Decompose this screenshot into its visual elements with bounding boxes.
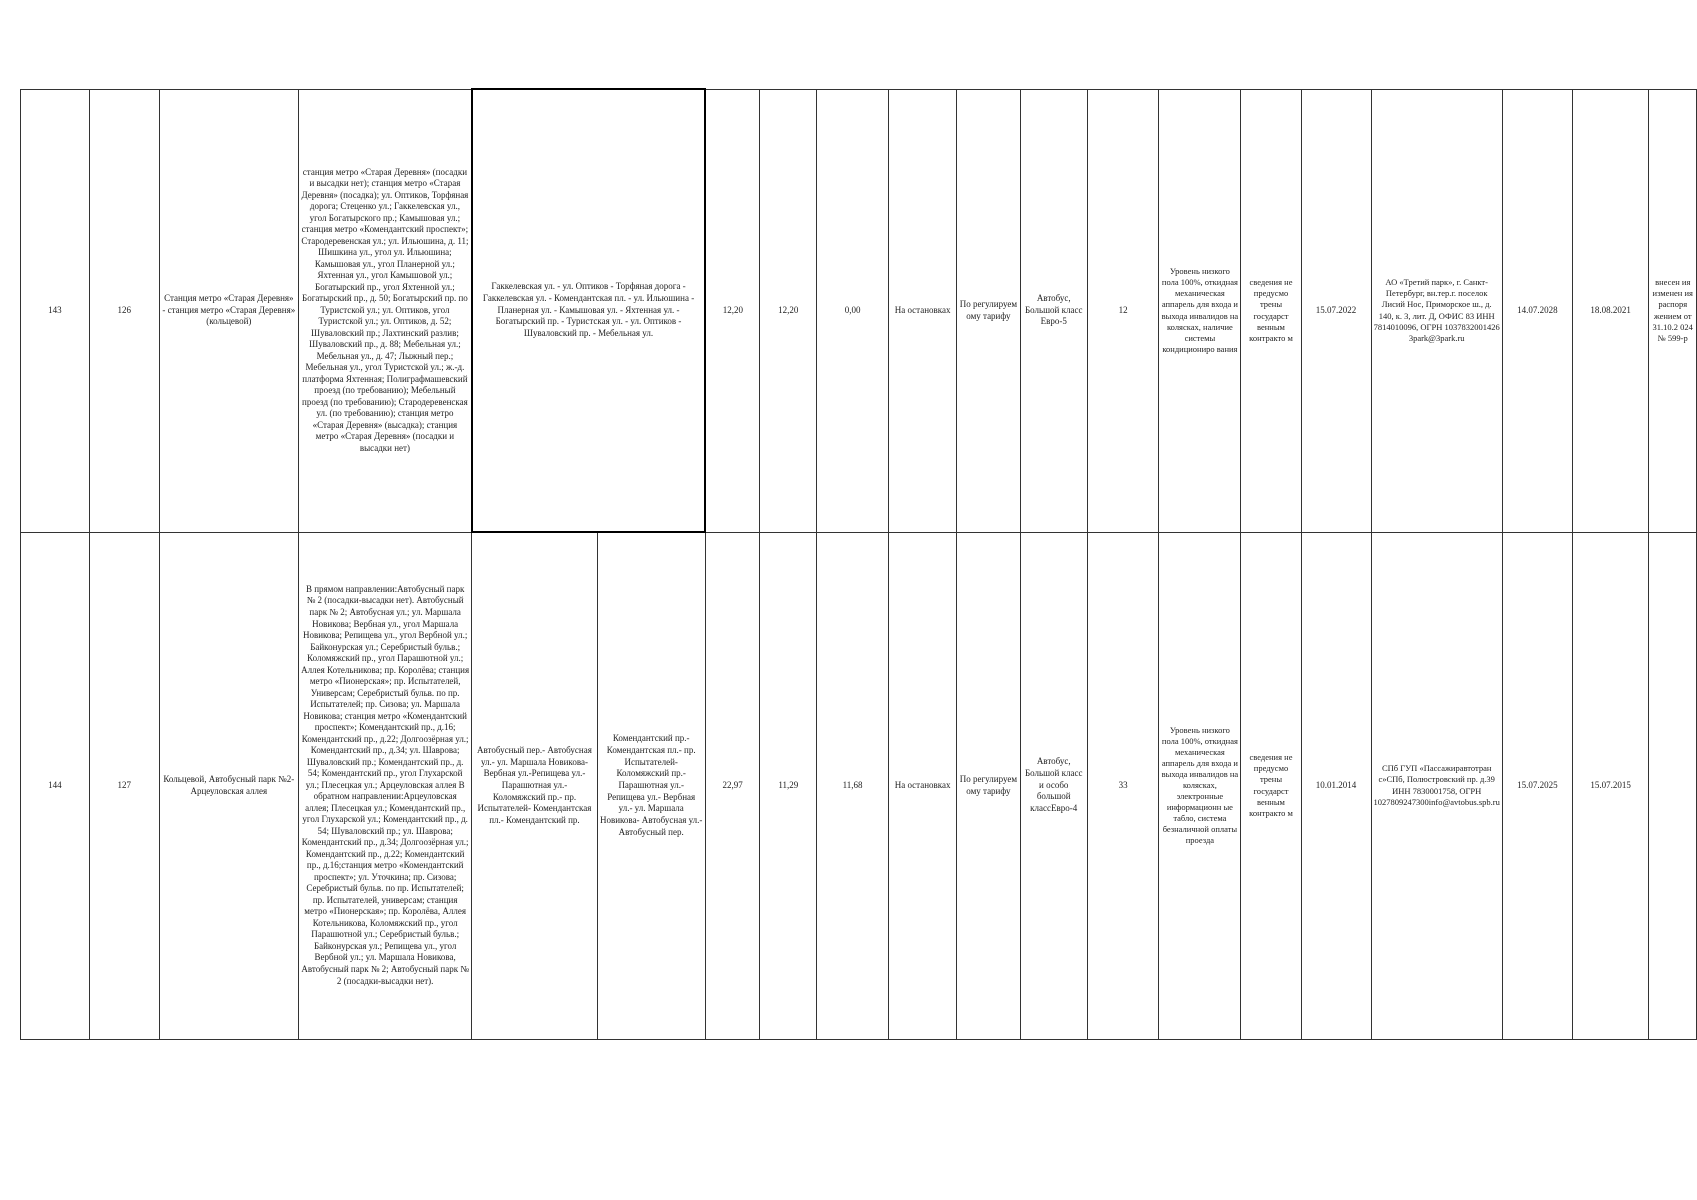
contract-cell: сведения не предусмо трены государст венным контракто м [1241, 89, 1301, 532]
end-date-cell: 15.07.2025 [1502, 532, 1572, 1039]
table-row [21, 532, 1697, 1039]
note-cell [1649, 532, 1697, 1039]
stops-cell: станция метро «Старая Деревня» (посадки и высадки нет); станция метро «Старая Деревня» (посадка); ул. Оптиков, Торфяная дорога; Стеценко ул.; Гаккелевская ул., угол Богатырского пр.; Камышовая ул.; станция метро «Комендантский проспект»; Стародеревенская ул.; ул. Ильюшина, д. 11; Шишкина ул., угол ул. Ильюшина; Камышовая ул., угол Планерной ул.; Яхтенная ул., угол Камышовой ул.; Богатырский пр., угол Яхтенной ул.; Богатырский пр., д. 50; Богатырский пр. по Туристской ул.; ул. Оптиков, угол Туристской ул.; ул. Оптиков, д. 52; Шуваловский пр.; Лахтинский разлив; Шуваловский пр., д. 88; Мебельная ул.; Мебельная ул., д. 47; Лыжный пер.; Мебельная ул., угол Туристской ул.; ж.-д. платформа Яхтенная; Полиграфмашевский проезд (по требованию); Мебельный проезд (по требованию); Стародеревенская ул. (по требованию); станция метро «Старая Деревня» (высадка); станция метро «Старая Деревня» (посадки и высадки нет) [299, 89, 472, 532]
entry-date-cell: 15.07.2015 [1572, 532, 1649, 1039]
vehicle-cell: Автобус, Большой класс и особо большой классЕвро-4 [1020, 532, 1087, 1039]
start-date-cell: 15.07.2022 [1301, 89, 1371, 532]
features-cell: Уровень низкого пола 100%, откидная механическая аппарель для входа и выхода инвалидов на колясках, электронные информационн ые табло, система безналичной оплаты проезда [1159, 532, 1241, 1039]
length-backward-cell: 0,00 [817, 89, 889, 532]
route-number-cell: 127 [89, 532, 159, 1039]
length-backward-cell: 11,68 [817, 532, 889, 1039]
table-row [21, 89, 1697, 532]
reg-number-cell: 143 [21, 89, 90, 532]
carrier-cell: СПб ГУП «Пассажиравтотран с»СПб, Полюстровский пр. д.39 ИНН 7830001758, ОГРН 1027809247300info@avtobus.spb.ru [1371, 532, 1502, 1039]
reg-number-cell: 144 [21, 532, 90, 1039]
contract-cell: сведения не предусмо трены государст венным контракто м [1241, 532, 1301, 1039]
route-registry-table [20, 88, 1697, 1040]
stop-order-cell: На остановках [889, 89, 957, 532]
carrier-cell: АО «Третий парк», г. Санкт-Петербург, вн.тер.г. поселок Лисий Нос, Приморское ш., д. 140, к. 3, лит. Д, ОФИС 83 ИНН 7814010096, ОГРН 1037832001426 3park@3park.ru [1371, 89, 1502, 532]
vehicle-cell: Автобус, Большой класс Евро-5 [1020, 89, 1087, 532]
tariff-cell: По регулируем ому тарифу [957, 89, 1020, 532]
route-name-cell: Станция метро «Старая Деревня» - станция метро «Старая Деревня» (кольцевой) [159, 89, 298, 532]
path-cell: Гаккелевская ул. - ул. Оптиков - Торфяная дорога - Гаккелевская ул. - Комендантская пл. - ул. Ильюшина - Планерная ул. - Камышовая ул. - Яхтенная ул. - Богатырский пр. - Туристская ул. - ул. Оптиков - Шуваловский пр. - Мебельная ул. [472, 89, 705, 532]
path-forward-cell: Автобусный пер.- Автобусная ул.- ул. Маршала Новикова- Вербная ул.-Репищева ул.- Парашютная ул.- Коломяжский пр.- пр. Испытателей- Комендантская пл.- Комендантский пр. [472, 532, 597, 1039]
length-total-cell: 22,97 [705, 532, 760, 1039]
stops-cell: В прямом направлении:Автобусный парк № 2 (посадки-высадки нет). Автобусный парк № 2; Автобусная ул.; ул. Маршала Новикова; Вербная ул., угол Маршала Новикова; Репищева ул., угол Вербной ул.; Байконурская ул.; Серебристый бульв.; Коломяжский пр., угол Парашютной ул.; Аллея Котельникова; пр. Королёва; станция метро «Пионерская»; пр. Испытателей, Универсам; Серебристый бульв. по пр. Испытателей; пр. Сизова; ул. Маршала Новикова; станция метро «Комендантский проспект»; Комендантский пр., д.16; Комендантский пр., д.22; Долгоозёрная ул.; Комендантский пр., д.34; ул. Шаврова; Шуваловский пр.; Комендантский пр., д. 54; Комендантский пр., угол Глухарской ул.; Плесецкая ул.; Арцеуловская аллея В обратном направлении:Арцеуловская аллея; Плесецкая ул.; Комендантский пр., угол Глухарской ул.; Комендантский пр., д. 54; Шуваловский пр.; ул. Шаврова; Комендантский пр., д.34; Долгоозёрная ул.; Комендантский пр., д.22; Комендантский пр., д.16;станция метро «Комендантский проспект»; ул. Уточкина; пр. Сизова; Серебристый бульв. по пр. Испытателей; пр. Испытателей, универсам; станция метро «Пионерская»; пр. Королёва, Аллея Котельникова, Коломяжский пр., угол Парашютной ул.; Серебристый бульв.; Байконурская ул.; Репищева ул., угол Вербной ул.; ул. Маршала Новикова, Автобусный парк № 2; Автобусный парк № 2 (посадки-высадки нет). [299, 532, 472, 1039]
route-name-cell: Кольцевой, Автобусный парк №2- Арцеуловская аллея [159, 532, 298, 1039]
vehicle-count-cell: 12 [1087, 89, 1159, 532]
length-forward-cell: 12,20 [760, 89, 817, 532]
length-total-cell: 12,20 [705, 89, 760, 532]
tariff-cell: По регулируем ому тарифу [957, 532, 1020, 1039]
note-cell: внесен ия изменен ия распоря жением от 31.10.2 024 № 599-р [1649, 89, 1697, 532]
path-backward-cell: Комендантский пр.- Комендантская пл.- пр. Испытателей- Коломяжский пр.- Парашютная ул.- Репищева ул.- Вербная ул.- ул. Маршала Новикова- Автобусная ул.- Автобусный пер. [597, 532, 705, 1039]
stop-order-cell: На остановках [889, 532, 957, 1039]
start-date-cell: 10.01.2014 [1301, 532, 1371, 1039]
end-date-cell: 14.07.2028 [1502, 89, 1572, 532]
vehicle-count-cell: 33 [1087, 532, 1159, 1039]
length-forward-cell: 11,29 [760, 532, 817, 1039]
route-number-cell: 126 [89, 89, 159, 532]
entry-date-cell: 18.08.2021 [1572, 89, 1649, 532]
features-cell: Уровень низкого пола 100%, откидная механическая аппарель для входа и выхода инвалидов на колясках, наличие системы кондициониро вания [1159, 89, 1241, 532]
